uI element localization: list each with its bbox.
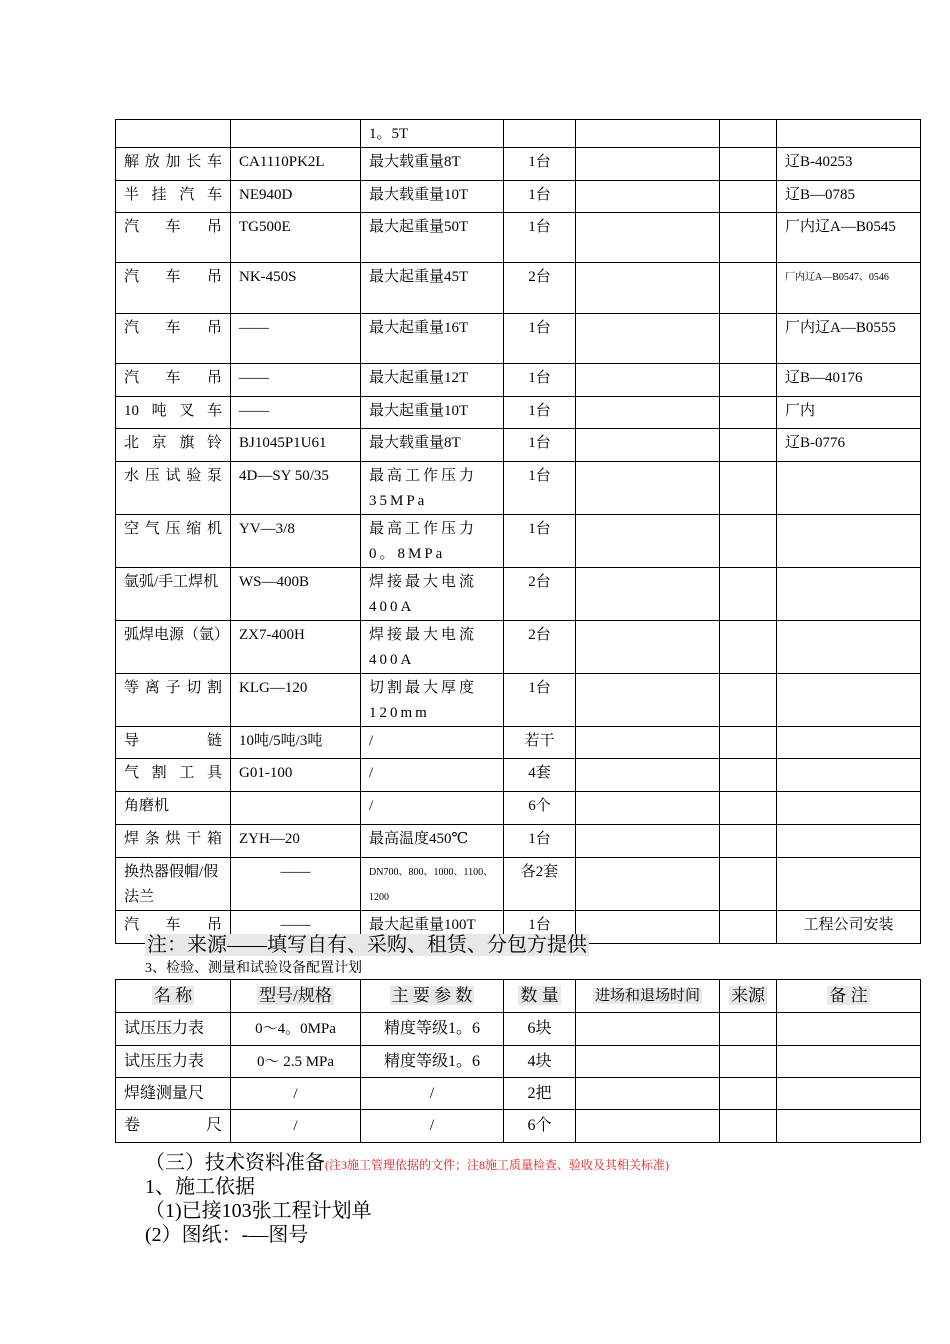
equipment-row [116, 314, 921, 364]
equipment-cell [720, 825, 777, 858]
equipment-cell [576, 213, 720, 263]
equipment-row [116, 621, 921, 674]
equipment-cell [777, 727, 921, 759]
measurement-table [115, 979, 921, 1143]
equipment-cell: 换热器假帽/假法兰 [116, 858, 231, 911]
measurement-row [116, 1110, 921, 1143]
equipment-cell: 辽B-40253 [777, 148, 921, 181]
equipment-cell: 2台 [504, 263, 576, 314]
measurement-cell [777, 1110, 921, 1143]
equipment-cell: —— [231, 397, 361, 429]
equipment-cell: WS—400B [231, 568, 361, 621]
equipment-cell: 辽B—40176 [777, 364, 921, 397]
equipment-cell [576, 181, 720, 213]
header-label: 数 量 [520, 986, 559, 1005]
equipment-cell: 最大起重量16T [361, 314, 504, 364]
equipment-cell: KLG—120 [231, 674, 361, 727]
equipment-cell: 最高工作压力35MPa [361, 462, 504, 515]
measurement-cell [720, 1078, 777, 1110]
equipment-cell: / [361, 792, 504, 825]
equipment-cell [576, 792, 720, 825]
equipment-cell: 最大起重量10T [361, 397, 504, 429]
equipment-cell: 汽车吊 [116, 364, 231, 397]
equipment-row [116, 213, 921, 263]
equipment-cell [720, 727, 777, 759]
equipment-row [116, 364, 921, 397]
equipment-cell: 最大起重量45T [361, 263, 504, 314]
measurement-cell: 试压压力表 [116, 1046, 231, 1078]
equipment-cell [777, 858, 921, 911]
equipment-cell [777, 515, 921, 568]
equipment-cell: 1台 [504, 429, 576, 462]
equipment-row [116, 568, 921, 621]
equipment-cell: 汽车吊 [116, 213, 231, 263]
measurement-header-cell [361, 980, 504, 1013]
equipment-cell: 1台 [504, 364, 576, 397]
equipment-cell: 若干 [504, 727, 576, 759]
measurement-cell [777, 1013, 921, 1046]
equipment-cell: BJ1045P1U61 [231, 429, 361, 462]
measurement-header-cell [777, 980, 921, 1013]
equipment-cell: 厂内 [777, 397, 921, 429]
measurement-cell: / [361, 1110, 504, 1143]
equipment-row [116, 429, 921, 462]
measurement-cell [720, 1046, 777, 1078]
equipment-cell: 1。5T [361, 120, 504, 148]
equipment-cell: NK-450S [231, 263, 361, 314]
measurement-cell: 6个 [504, 1110, 576, 1143]
measurement-row [116, 1078, 921, 1110]
equipment-cell: DN700、800、1000、1100、1200 [361, 858, 504, 911]
measurement-header-cell [116, 980, 231, 1013]
measurement-cell [777, 1046, 921, 1078]
equipment-cell [777, 825, 921, 858]
equipment-cell: YV—3/8 [231, 515, 361, 568]
equipment-cell: 焊条烘干箱 [116, 825, 231, 858]
equipment-cell: 解放加长车 [116, 148, 231, 181]
equipment-cell [576, 148, 720, 181]
equipment-row [116, 148, 921, 181]
measurement-cell: / [231, 1110, 361, 1143]
measurement-header-cell [231, 980, 361, 1013]
equipment-cell [720, 397, 777, 429]
measurement-cell: 0～ 2.5 MPa [231, 1046, 361, 1078]
equipment-cell [720, 364, 777, 397]
equipment-row [116, 462, 921, 515]
equipment-cell: 1台 [504, 213, 576, 263]
equipment-cell [231, 792, 361, 825]
measurement-cell [720, 1110, 777, 1143]
measurement-cell: 6块 [504, 1013, 576, 1046]
measurement-cell: 试压压力表 [116, 1013, 231, 1046]
equipment-cell [576, 364, 720, 397]
equipment-cell [576, 858, 720, 911]
equipment-cell: 各2套 [504, 858, 576, 911]
equipment-cell: G01-100 [231, 759, 361, 792]
equipment-cell [720, 515, 777, 568]
equipment-cell [576, 621, 720, 674]
equipment-cell [720, 263, 777, 314]
equipment-cell: 1台 [504, 148, 576, 181]
header-label: 来源 [731, 986, 765, 1005]
equipment-cell [720, 858, 777, 911]
equipment-cell [720, 181, 777, 213]
equipment-cell: —— [231, 911, 361, 944]
measurement-header-cell [720, 980, 777, 1013]
equipment-cell: 4D—SY 50/35 [231, 462, 361, 515]
equipment-cell [720, 120, 777, 148]
equipment-cell [777, 120, 921, 148]
equipment-cell: 10吨叉车 [116, 397, 231, 429]
measurement-cell [576, 1046, 720, 1078]
equipment-cell [576, 263, 720, 314]
equipment-cell [576, 825, 720, 858]
measurement-header-cell [576, 980, 720, 1013]
equipment-cell [720, 621, 777, 674]
basis-item-1: （1)已接103张工程计划单 [145, 1200, 372, 1222]
equipment-cell: —— [231, 858, 361, 911]
equipment-row [116, 792, 921, 825]
equipment-cell: 工程公司安装 [777, 911, 921, 944]
equipment-cell: TG500E [231, 213, 361, 263]
equipment-row [116, 674, 921, 727]
equipment-cell: 焊接最大电流400A [361, 621, 504, 674]
measurement-cell: 精度等级1。6 [361, 1013, 504, 1046]
equipment-cell: 焊接最大电流400A [361, 568, 504, 621]
measurement-cell: / [231, 1078, 361, 1110]
equipment-cell: / [361, 727, 504, 759]
measurement-cell [777, 1078, 921, 1110]
equipment-row [116, 397, 921, 429]
equipment-cell [777, 674, 921, 727]
equipment-cell [576, 568, 720, 621]
equipment-cell: / [361, 759, 504, 792]
equipment-cell [576, 314, 720, 364]
equipment-cell: 汽车吊 [116, 911, 231, 944]
equipment-cell [576, 397, 720, 429]
equipment-cell: 最大起重量100T [361, 911, 504, 944]
equipment-cell: 最大载重量8T [361, 429, 504, 462]
equipment-cell [720, 792, 777, 825]
equipment-row [116, 263, 921, 314]
measurement-cell: 焊缝测量尺 [116, 1078, 231, 1110]
measurement-row [116, 1013, 921, 1046]
equipment-cell [720, 429, 777, 462]
equipment-cell: 2台 [504, 621, 576, 674]
equipment-row [116, 120, 921, 148]
equipment-cell: NE940D [231, 181, 361, 213]
equipment-cell [720, 568, 777, 621]
note-source: 注：来源——填写自有、采购、租赁、分包方提供 [147, 934, 587, 956]
equipment-cell: 10吨/5吨/3吨 [231, 727, 361, 759]
equipment-cell: 汽车吊 [116, 263, 231, 314]
equipment-cell: 1台 [504, 825, 576, 858]
equipment-row [116, 825, 921, 858]
equipment-cell: ZYH—20 [231, 825, 361, 858]
measurement-cell [576, 1110, 720, 1143]
equipment-cell: 1台 [504, 462, 576, 515]
equipment-cell: 汽车吊 [116, 314, 231, 364]
equipment-cell: 最高工作压力0。8MPa [361, 515, 504, 568]
equipment-cell [720, 759, 777, 792]
header-label: 进场和退场时间 [594, 988, 700, 1004]
equipment-cell [777, 792, 921, 825]
equipment-cell [576, 759, 720, 792]
equipment-cell: 最高温度450℃ [361, 825, 504, 858]
equipment-cell: 水压试验泵 [116, 462, 231, 515]
equipment-cell: 厂内辽A—B0545 [777, 213, 921, 263]
measurement-header-cell [504, 980, 576, 1013]
measurement-cell [576, 1013, 720, 1046]
equipment-cell: 最大起重量12T [361, 364, 504, 397]
equipment-cell: 辽B-0776 [777, 429, 921, 462]
equipment-cell [504, 120, 576, 148]
equipment-cell: 最大载重量8T [361, 148, 504, 181]
section-3-title: 3、检验、测量和试验设备配置计划 [145, 961, 362, 976]
equipment-cell [576, 429, 720, 462]
header-label: 名 称 [153, 986, 193, 1005]
equipment-cell: 1台 [504, 181, 576, 213]
header-label: 备 注 [829, 986, 868, 1005]
equipment-cell: 气割工具 [116, 759, 231, 792]
equipment-cell: CA1110PK2L [231, 148, 361, 181]
equipment-cell: 弧焊电源（氩） [116, 621, 231, 674]
equipment-cell: 切割最大厚度120mm [361, 674, 504, 727]
equipment-cell [231, 120, 361, 148]
equipment-cell: 角磨机 [116, 792, 231, 825]
measurement-cell: 精度等级1。6 [361, 1046, 504, 1078]
basis-item-2: (2）图纸：-—图号 [145, 1224, 309, 1246]
measurement-cell [720, 1013, 777, 1046]
measurement-cell: 2把 [504, 1078, 576, 1110]
equipment-cell: 2台 [504, 568, 576, 621]
equipment-cell: 最大载重量10T [361, 181, 504, 213]
equipment-table [115, 119, 921, 944]
measurement-cell: 0～4。0MPa [231, 1013, 361, 1046]
equipment-cell: 6个 [504, 792, 576, 825]
equipment-cell [777, 568, 921, 621]
equipment-cell: 辽B—0785 [777, 181, 921, 213]
equipment-row [116, 759, 921, 792]
equipment-cell [576, 462, 720, 515]
equipment-cell: 1台 [504, 674, 576, 727]
equipment-cell [777, 759, 921, 792]
equipment-cell [720, 148, 777, 181]
measurement-cell: / [361, 1078, 504, 1110]
equipment-cell: —— [231, 314, 361, 364]
equipment-cell [576, 120, 720, 148]
equipment-cell [576, 911, 720, 944]
equipment-cell [720, 911, 777, 944]
equipment-cell: 最大起重量50T [361, 213, 504, 263]
equipment-cell [720, 213, 777, 263]
equipment-cell: ZX7-400H [231, 621, 361, 674]
equipment-cell: 1台 [504, 911, 576, 944]
measurement-cell: 卷尺 [116, 1110, 231, 1143]
equipment-cell [720, 674, 777, 727]
equipment-cell: 北京旗铃 [116, 429, 231, 462]
equipment-cell [576, 727, 720, 759]
equipment-cell [777, 462, 921, 515]
equipment-cell [116, 120, 231, 148]
header-label: 型号/规格 [259, 986, 332, 1005]
measurement-header-row [116, 980, 921, 1013]
tech-heading: （三）技术资料准备(注3施工管理依据的文件；注8施工质量检查、验收及其相关标准) [145, 1152, 669, 1174]
equipment-row [116, 515, 921, 568]
equipment-cell: 空气压缩机 [116, 515, 231, 568]
equipment-row [116, 858, 921, 911]
measurement-row [116, 1046, 921, 1078]
equipment-cell [576, 515, 720, 568]
equipment-cell [777, 621, 921, 674]
header-label: 主 要 参 数 [391, 986, 473, 1005]
equipment-cell [720, 462, 777, 515]
measurement-cell: 4块 [504, 1046, 576, 1078]
basis-heading: 1、施工依据 [145, 1176, 255, 1198]
equipment-cell: 导链 [116, 727, 231, 759]
equipment-row [116, 727, 921, 759]
equipment-cell: 1台 [504, 397, 576, 429]
equipment-cell: 厂内辽A—B0547、0546 [777, 263, 921, 314]
equipment-cell: 半挂汽车 [116, 181, 231, 213]
tech-note: (注3施工管理依据的文件；注8施工质量检查、验收及其相关标准) [325, 1158, 669, 1172]
equipment-cell: 氩弧/手工焊机 [116, 568, 231, 621]
equipment-cell [720, 314, 777, 364]
measurement-cell [576, 1078, 720, 1110]
equipment-cell: 4套 [504, 759, 576, 792]
equipment-cell: 等离子切割 [116, 674, 231, 727]
equipment-row [116, 181, 921, 213]
equipment-cell: 1台 [504, 515, 576, 568]
equipment-cell: 厂内辽A—B0555 [777, 314, 921, 364]
equipment-cell [576, 674, 720, 727]
equipment-cell: —— [231, 364, 361, 397]
equipment-cell: 1台 [504, 314, 576, 364]
